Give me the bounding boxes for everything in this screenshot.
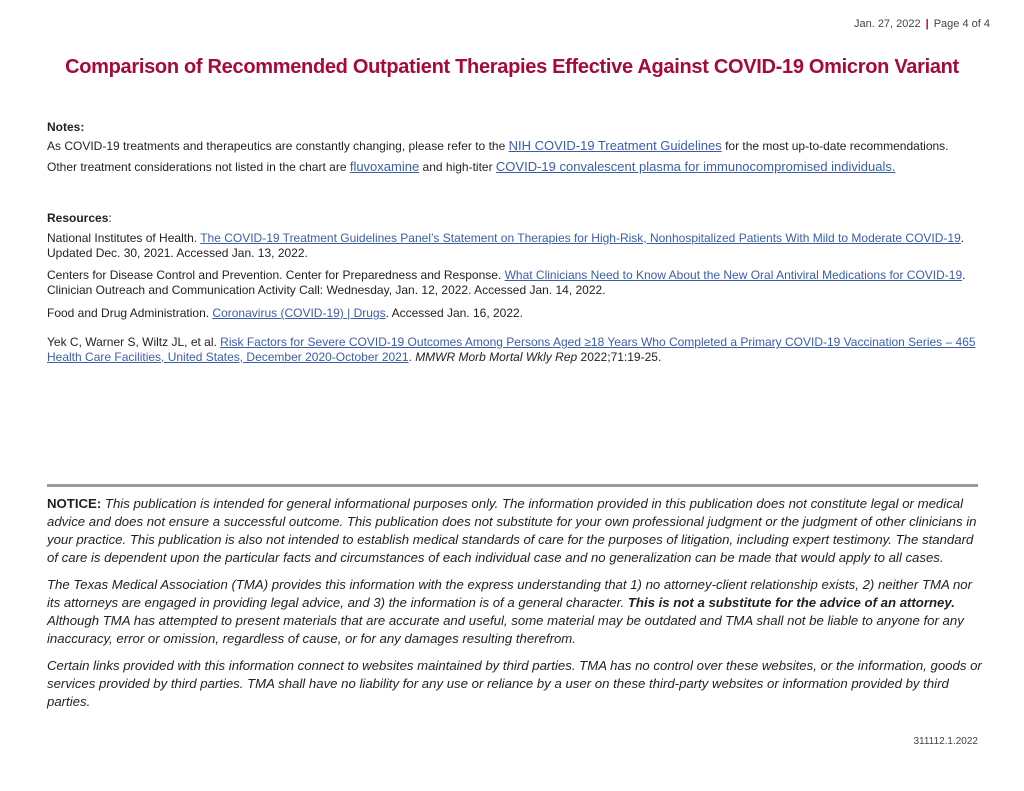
reference-prefix: Yek C, Warner S, Wiltz JL, et al. [47, 335, 221, 349]
notice-paragraph-2-end: Although TMA has attempted to present materials that are accurate and useful, some material may be outdated and TMA shall not be liable to anyone for any inaccuracy, error or omission, regardless of cause, or for any damages resulting therefrom. [47, 613, 964, 646]
resources-heading-block [47, 211, 982, 225]
header-date: Jan. 27, 2022 [853, 18, 921, 30]
reference-suffix: . Updated Dec. 30, 2021. Accessed Jan. 13, 2022. [47, 231, 965, 260]
reference-prefix: Food and Drug Administration. [47, 306, 213, 320]
reference-prefix: Centers for Disease Control and Prevention. Center for Preparedness and Response. [47, 268, 505, 282]
reference-link-mmwr-risk-factors[interactable]: Risk Factors for Severe COVID-19 Outcomes Among Persons Aged ≥18 Years Who Completed a Primary COVID-19 Vaccination Series – 465 Health Care Facilities, United States, December 2020-October 2021 [47, 335, 976, 364]
notice-paragraph-1-text: This publication is intended for general informational purposes only. The information provided in this publication does not constitute legal or medical advice and does not ensure a successful outcome. This publication does not substitute for your own professional judgment or the judgment of other clinicians in your practice. This publication is also not intended to establish medical standards of care for the purposes of litigation, including expert testimony. The standard of care is dependent upon the particular facts and circumstances of each individual case and no generalization can be made that would apply to all cases. [47, 496, 977, 565]
page-header-meta [854, 18, 990, 30]
reference-link-cdc-antivirals[interactable]: What Clinicians Need to Know About the New Oral Antiviral Medications for COVID-19 [504, 268, 963, 282]
reference-link-fda-drugs[interactable]: Coronavirus (COVID-19) | Drugs [212, 306, 386, 320]
notes-line-2-mid: and high-titer [419, 160, 496, 174]
reference-journal: MMWR Morb Mortal Wkly Rep [415, 350, 578, 364]
reference-suffix: . [408, 350, 416, 364]
resources-heading-colon: : [108, 211, 112, 225]
reference-item [47, 335, 982, 365]
reference-item [47, 231, 982, 261]
page-title: Comparison of Recommended Outpatient Therapies Effective Against COVID-19 Omicron Variant [65, 56, 959, 78]
notes-line-2 [47, 158, 982, 176]
notice-paragraph-3: Certain links provided with this information connect to websites maintained by third parties. TMA has no control over these websites, or the information, goods or services provided by third parties. TMA shall have no liability for any use or reliance by a user on these third-party websites or information provided by third parties. [47, 658, 982, 709]
reference-link-nih-statement[interactable]: The COVID-19 Treatment Guidelines Panel’s Statement on Therapies for High-Risk, Nonhospitalized Patients With Mild to Moderate COVID-19 [200, 231, 961, 245]
fluvoxamine-link[interactable]: fluvoxamine [349, 159, 420, 174]
reference-prefix: National Institutes of Health. [47, 231, 201, 245]
notes-line-2-prefix: Other treatment considerations not listed in the chart are [47, 160, 350, 174]
reference-item [47, 268, 982, 298]
header-separator: | [925, 18, 929, 30]
notice-paragraph-2 [47, 576, 982, 648]
header-page-number: Page 4 of 4 [933, 18, 990, 30]
reference-item [47, 306, 982, 321]
notes-section [47, 120, 982, 176]
convalescent-plasma-link[interactable]: COVID-19 convalescent plasma for immunocompromised individuals. [495, 159, 896, 174]
reference-suffix: . Accessed Jan. 16, 2022. [385, 306, 524, 320]
notes-line-1 [47, 137, 982, 155]
notice-paragraph-1 [47, 495, 982, 567]
notes-heading: Notes: [47, 120, 85, 134]
resources-heading [47, 211, 982, 225]
resources-heading-text: Resources [47, 211, 109, 225]
section-divider [47, 484, 978, 487]
notice-attorney-disclaimer: This is not a substitute for the advice of an attorney. [627, 595, 955, 610]
notice-section [47, 495, 982, 720]
reference-citation: 2022;71:19-25. [577, 350, 662, 364]
notice-label: NOTICE: [47, 496, 102, 511]
notes-line-1-prefix: As COVID-19 treatments and therapeutics are constantly changing, please refer to the [47, 139, 509, 153]
document-code: 311112.1.2022 [913, 736, 978, 747]
notice-paragraph-2-start: The Texas Medical Association (TMA) provides this information with the express understanding that 1) no attorney-client relationship exists, 2) neither TMA nor its attorneys are engaged in providing legal advice, and 3) the information is of a general character. [47, 577, 973, 610]
notes-line-1-suffix: for the most up-to-date recommendations. [721, 139, 949, 153]
nih-guidelines-link[interactable]: NIH COVID-19 Treatment Guidelines [508, 138, 722, 153]
reference-suffix: . Clinician Outreach and Communication Activity Call: Wednesday, Jan. 12, 2022. Accessed Jan. 14, 2022. [47, 268, 966, 297]
